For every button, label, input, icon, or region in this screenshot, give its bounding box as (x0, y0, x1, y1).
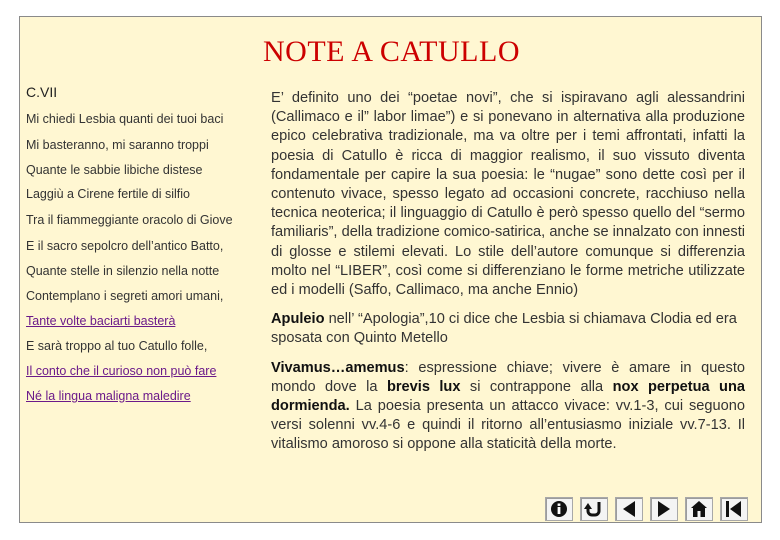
info-button[interactable] (545, 497, 573, 521)
return-icon (584, 499, 604, 519)
note-vivamus-text: si contrappone alla (460, 378, 613, 395)
note-poetae-novi: E’ definito uno dei “poetae novi”, che si ispiravano agli alessandrini (Callimaco e il” labor limae”) e si ponevano in alternativa alla produzione epico celebrativa tradizionale, ma va oltre per i temi affrontati, infatti la poesia di Catullo è ricca di maggior realismo, il suo vissuto diventa fondamentale per capire la sua poesia: le “nugae” sono dette così per il contenuto vivace, spesso legato ad occasioni concrete, racchiuso nella tecnica neoterica; il linguaggio di Catullo è però spesso quello del “sermo familiaris”, della tradizione comico-satirica, anche se innalzato con innesti di glosse e stilemi elevati. Lo stile dell’autore comunque si differenzia molto nel “LIBER”, così come si differenziano le forme metriche utilizzate ed i modelli (Saffo, Callimaco, ma anche Ennio) (271, 90, 745, 299)
end-button[interactable] (720, 497, 748, 521)
end-icon (724, 499, 744, 519)
note-nox-perpetua: nox perpetua una dormienda. (271, 378, 745, 415)
next-button[interactable] (650, 497, 678, 521)
return-button[interactable] (580, 497, 608, 521)
poem-line: Quante le sabbie libiche distese (26, 163, 203, 177)
note-apuleio-term: Apuleio (271, 311, 325, 328)
next-icon (654, 499, 674, 519)
poem-line: Contemplano i segreti amori umani, (26, 289, 224, 303)
poem-line: Laggiù a Cirene fertile di silfio (26, 187, 190, 201)
navigation-bar (545, 497, 755, 522)
home-button[interactable] (685, 497, 713, 521)
note-apuleio-text: nell’ “Apologia”,10 ci dice che Lesbia si chiamava Clodia ed era sposata con Quinto Metello (271, 311, 737, 347)
info-icon (549, 499, 569, 519)
poem-line-link[interactable]: Tante volte baciarti basterà (26, 314, 176, 328)
note-brevis-lux: brevis lux (386, 378, 461, 395)
home-icon (689, 499, 709, 519)
previous-button[interactable] (615, 497, 643, 521)
slide-title: NOTE A CATULLO (263, 35, 520, 68)
poem-line: E sarà troppo al tuo Catullo folle, (26, 339, 208, 353)
notes-column (271, 89, 745, 455)
note-vivamus-text: La poesia presenta un attacco vivace: vv.1-3, cui seguono versi solenni vv.4-6 e quindi il ritorno all’entusiasmo iniziale vv.7-13. Il vitalismo amoroso si oppone alla staticità della morte. (271, 398, 745, 453)
note-vivamus (271, 359, 745, 455)
poem-heading: C.VII (26, 84, 58, 100)
note-apuleio (271, 310, 745, 348)
poem-line: Mi basteranno, mi saranno troppi (26, 138, 209, 152)
previous-icon (619, 499, 639, 519)
note-vivamus-text: : espressione chiave; vivere è amare in questo mondo dove la (271, 359, 745, 395)
poem-line: Quante stelle in silenzio nella notte (26, 264, 220, 278)
note-vivamus-term: Vivamus…amemus (271, 359, 405, 376)
poem-line: Mi chiedi Lesbia quanti dei tuoi baci (26, 112, 224, 126)
slide (19, 16, 762, 523)
poem-line: Tra il fiammeggiante oracolo di Giove (26, 213, 233, 227)
poem-line-link[interactable]: Il conto che il curioso non può fare (26, 364, 217, 378)
poem-line: E il sacro sepolcro dell’antico Batto, (26, 239, 224, 253)
poem-line-link[interactable]: Né la lingua maligna maledire (26, 389, 191, 403)
